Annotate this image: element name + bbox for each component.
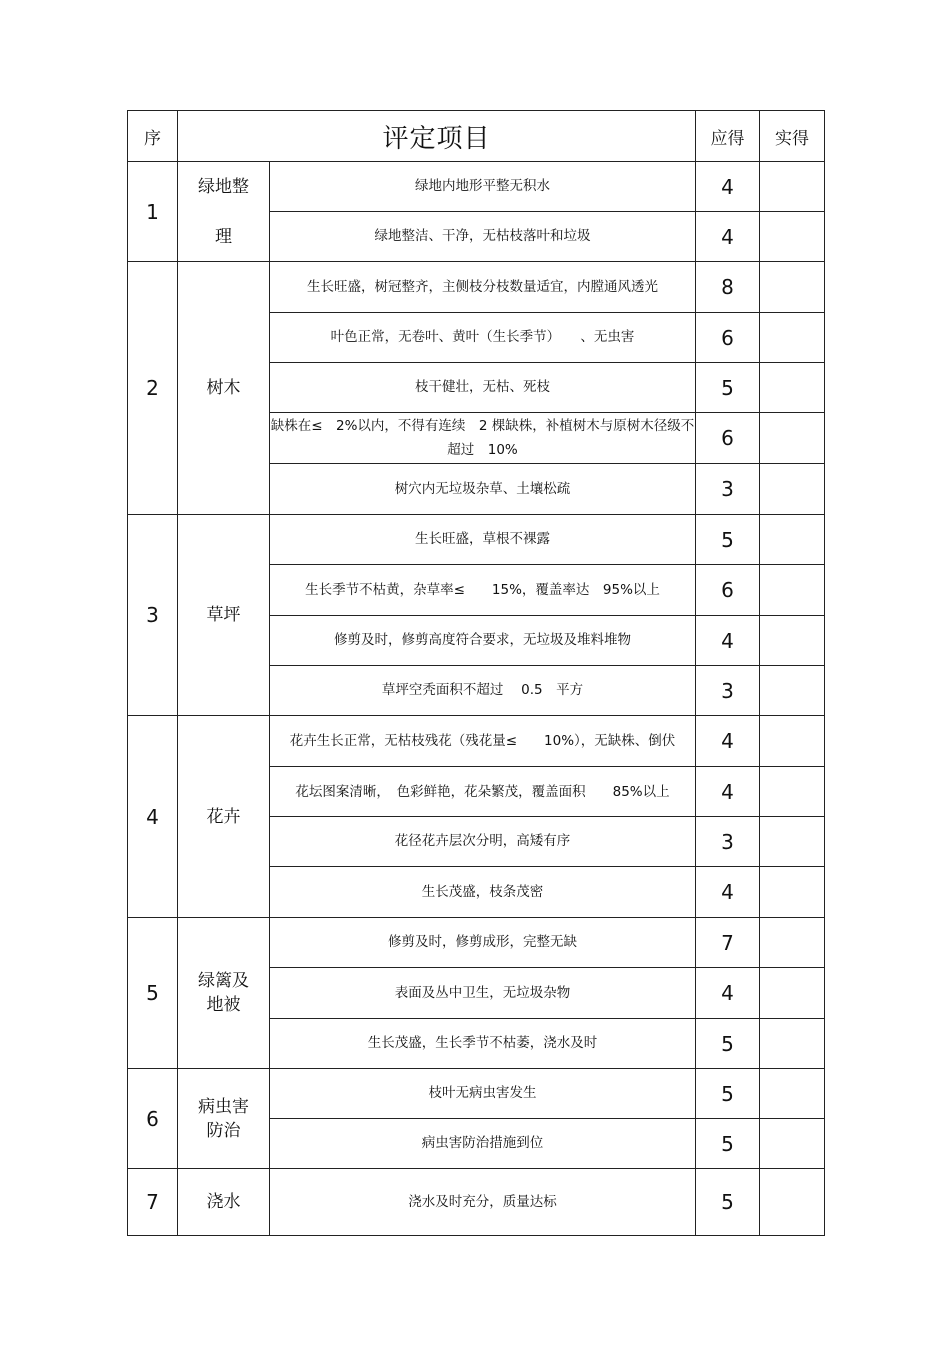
table-row	[128, 515, 825, 565]
criteria-text: 生长茂盛，枝条茂密	[270, 867, 696, 918]
actual-score-cell[interactable]	[760, 616, 825, 666]
standard-score: 4	[696, 212, 760, 262]
standard-score: 4	[696, 968, 760, 1019]
criteria-text: 缺株在≤ 2%以内，不得有连续 2 棵缺株，补植树木与原树木径级不超过 10%	[270, 413, 696, 464]
actual-score-cell[interactable]	[760, 464, 825, 515]
table-row	[128, 716, 825, 767]
criteria-text: 花卉生长正常，无枯枝残花（残花量≤ 10%），无缺株、倒伏	[270, 716, 696, 767]
actual-score-cell[interactable]	[760, 817, 825, 867]
header-row	[128, 111, 825, 162]
group-seq: 7	[128, 1169, 178, 1236]
criteria-text: 修剪及时，修剪成形，完整无缺	[270, 918, 696, 968]
category-line: 地被	[206, 995, 241, 1015]
category-line: 防治	[206, 1120, 241, 1141]
actual-score-cell[interactable]	[760, 1019, 825, 1069]
category-line: 浇水	[206, 1192, 241, 1212]
group-seq: 4	[128, 716, 178, 918]
actual-score-cell[interactable]	[760, 262, 825, 313]
criteria-text: 生长旺盛，树冠整齐，主侧枝分枝数量适宜，内膛通风透光	[270, 262, 696, 313]
criteria-text: 绿地整洁、干净，无枯枝落叶和垃圾	[270, 212, 696, 262]
standard-score: 4	[696, 616, 760, 666]
evaluation-table-body	[128, 111, 825, 1236]
actual-score-cell[interactable]	[760, 515, 825, 565]
standard-score: 8	[696, 262, 760, 313]
header-standard-score: 应得	[696, 111, 760, 162]
table-row	[128, 918, 825, 968]
standard-score: 4	[696, 716, 760, 767]
criteria-text: 绿地内地形平整无积水	[270, 162, 696, 212]
actual-score-cell[interactable]	[760, 867, 825, 918]
actual-score-cell[interactable]	[760, 1069, 825, 1119]
group-category	[178, 262, 270, 515]
actual-score-cell[interactable]	[760, 313, 825, 363]
criteria-text: 修剪及时，修剪高度符合要求，无垃圾及堆料堆物	[270, 616, 696, 666]
actual-score-cell[interactable]	[760, 767, 825, 817]
actual-score-cell[interactable]	[760, 1169, 825, 1236]
standard-score: 4	[696, 162, 760, 212]
standard-score: 6	[696, 413, 760, 464]
actual-score-cell[interactable]	[760, 413, 825, 464]
standard-score: 6	[696, 565, 760, 616]
standard-score: 5	[696, 1169, 760, 1236]
actual-score-cell[interactable]	[760, 716, 825, 767]
actual-score-cell[interactable]	[760, 162, 825, 212]
group-category	[178, 1069, 270, 1169]
category-line: 花卉	[206, 806, 241, 827]
standard-score: 5	[696, 363, 760, 413]
actual-score-cell[interactable]	[760, 918, 825, 968]
standard-score: 7	[696, 918, 760, 968]
criteria-text: 叶色正常，无卷叶、黄叶（生长季节） 、无虫害	[270, 313, 696, 363]
criteria-text: 浇水及时充分，质量达标	[270, 1169, 696, 1236]
group-seq: 3	[128, 515, 178, 716]
group-seq: 6	[128, 1069, 178, 1169]
standard-score: 5	[696, 1069, 760, 1119]
actual-score-cell[interactable]	[760, 565, 825, 616]
header-title: 评定项目	[178, 111, 696, 162]
criteria-text: 生长季节不枯黄，杂草率≤ 15%，覆盖率达 95%以上	[270, 565, 696, 616]
actual-score-cell[interactable]	[760, 212, 825, 262]
group-category	[178, 162, 270, 262]
standard-score: 5	[696, 1119, 760, 1169]
category-line: 草坪	[206, 605, 241, 625]
group-category	[178, 1169, 270, 1236]
criteria-text: 花径花卉层次分明，高矮有序	[270, 817, 696, 867]
table-row	[128, 162, 825, 212]
header-seq: 序	[128, 111, 178, 162]
standard-score: 3	[696, 464, 760, 515]
actual-score-cell[interactable]	[760, 968, 825, 1019]
group-seq: 2	[128, 262, 178, 515]
group-category	[178, 716, 270, 918]
actual-score-cell[interactable]	[760, 666, 825, 716]
table-row	[128, 1069, 825, 1119]
standard-score: 5	[696, 1019, 760, 1069]
actual-score-cell[interactable]	[760, 1119, 825, 1169]
standard-score: 4	[696, 867, 760, 918]
standard-score: 5	[696, 515, 760, 565]
criteria-text: 花坛图案清晰， 色彩鲜艳，花朵繁茂，覆盖面积 85%以上	[270, 767, 696, 817]
actual-score-cell[interactable]	[760, 363, 825, 413]
group-category	[178, 515, 270, 716]
category-line: 绿地整	[198, 176, 249, 197]
category-line: 树木	[206, 378, 241, 398]
criteria-text: 草坪空秃面积不超过 0.5 平方	[270, 666, 696, 716]
category-line: 理	[215, 226, 232, 247]
standard-score: 3	[696, 817, 760, 867]
standard-score: 4	[696, 767, 760, 817]
table-row	[128, 1169, 825, 1236]
criteria-text: 生长旺盛，草根不裸露	[270, 515, 696, 565]
criteria-text: 病虫害防治措施到位	[270, 1119, 696, 1169]
category-line: 绿篱及	[198, 971, 249, 991]
category-line: 病虫害	[198, 1096, 249, 1117]
criteria-text: 表面及丛中卫生，无垃圾杂物	[270, 968, 696, 1019]
table-row	[128, 262, 825, 313]
criteria-text: 枝叶无病虫害发生	[270, 1069, 696, 1119]
standard-score: 6	[696, 313, 760, 363]
criteria-text: 枝干健壮，无枯、死枝	[270, 363, 696, 413]
group-seq: 1	[128, 162, 178, 262]
evaluation-table	[127, 110, 825, 1236]
criteria-text: 生长茂盛，生长季节不枯萎，浇水及时	[270, 1019, 696, 1069]
group-category	[178, 918, 270, 1069]
standard-score: 3	[696, 666, 760, 716]
header-actual-score: 实得	[760, 111, 825, 162]
criteria-text: 树穴内无垃圾杂草、土壤松疏	[270, 464, 696, 515]
group-seq: 5	[128, 918, 178, 1069]
